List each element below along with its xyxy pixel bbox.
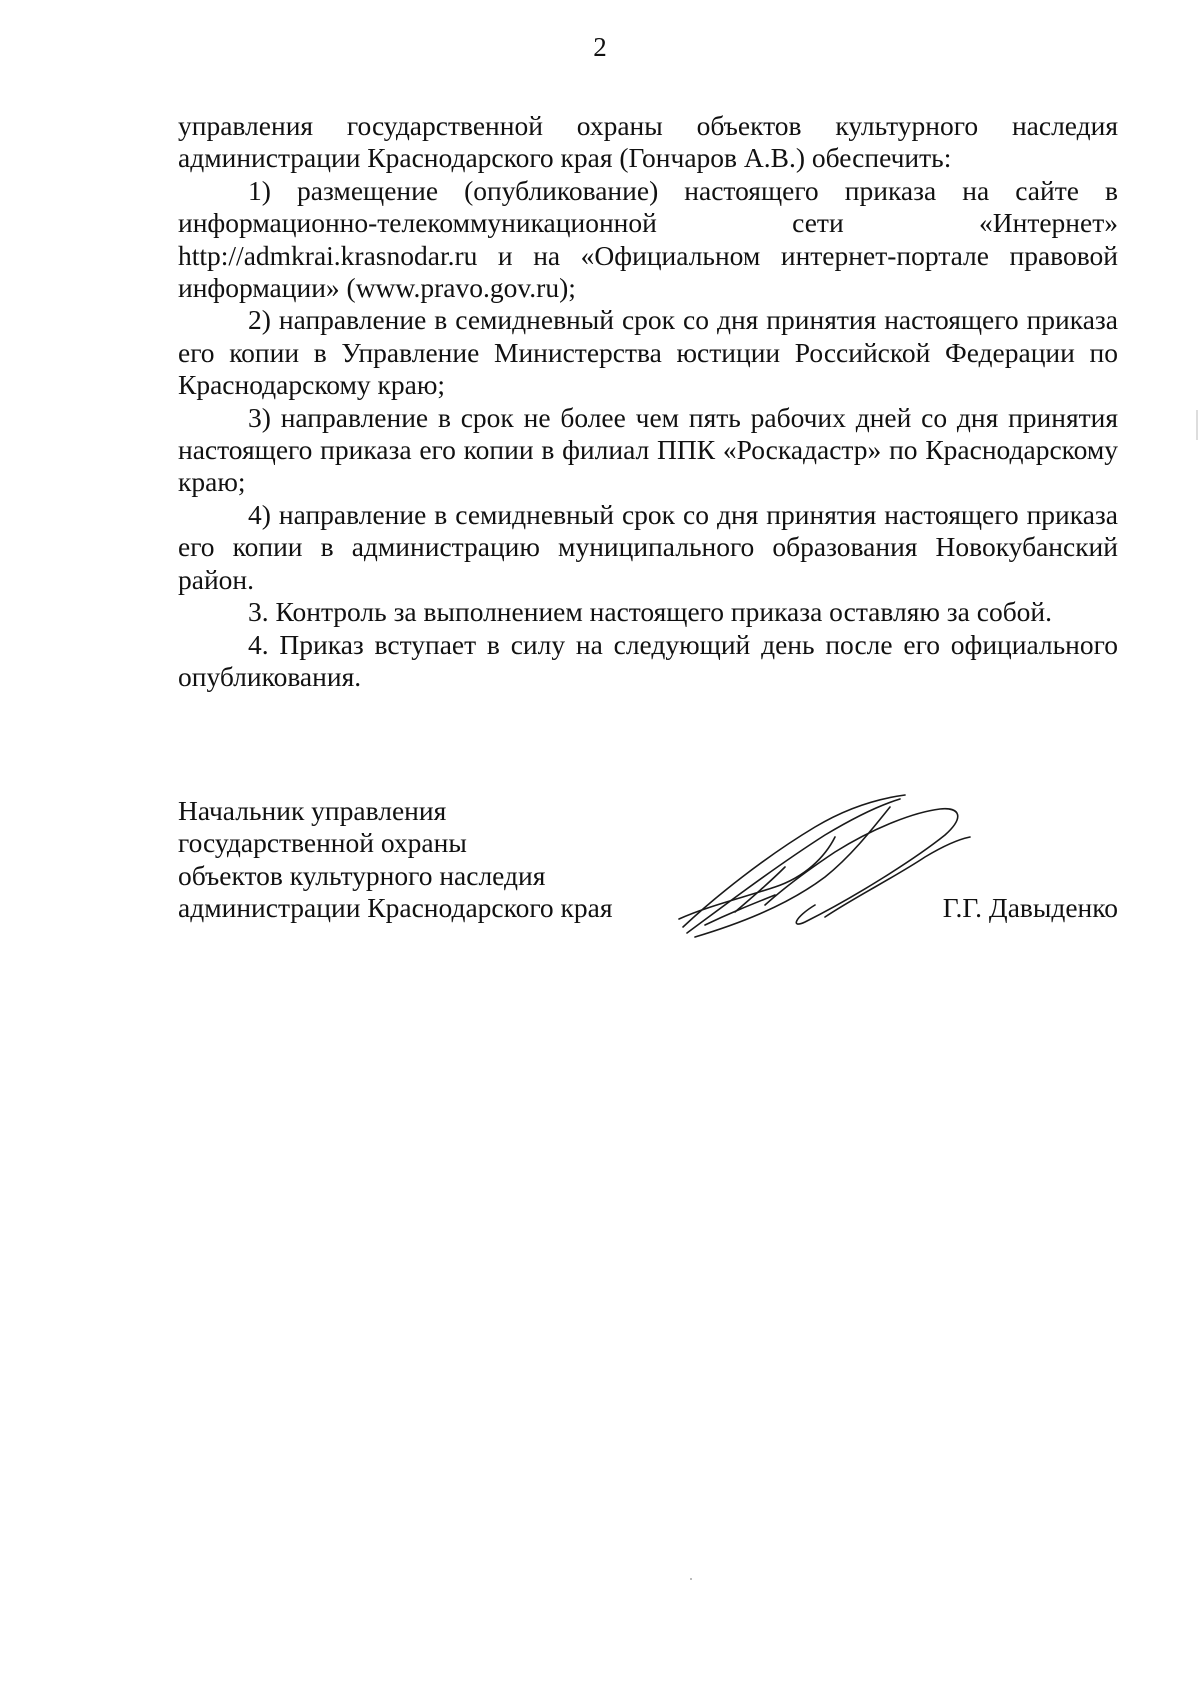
paragraph-continuation: управления государственной охраны объектов культурного наследия администрации Краснодарского края (Гончаров А.В.) обеспечить: bbox=[178, 110, 1118, 174]
paragraph-item-2: 2) направление в семидневный срок со дня принятия настоящего приказа его копии в Управление Министерства юстиции Российской Федерации по Краснодарскому краю; bbox=[178, 304, 1118, 401]
paragraph-item-1: 1) размещение (опубликование) настоящего приказа на сайте в информационно-телекоммуникационной сети «Интернет» http://admkrai.krasnodar.ru и на «Официальном интернет-портале правовой информации» (www.pravo.gov.ru); bbox=[178, 174, 1118, 304]
document-body bbox=[178, 110, 1118, 693]
signature-block bbox=[178, 795, 1118, 935]
handwritten-signature-icon bbox=[675, 787, 975, 947]
signer-position-line-2: государственной охраны bbox=[178, 827, 467, 859]
signer-position bbox=[178, 795, 613, 925]
paragraph-clause-4: 4. Приказ вступает в силу на следующий день после его официального опубликования. bbox=[178, 628, 1118, 692]
signer-position-line-1: Начальник управления bbox=[178, 795, 447, 826]
signer-position-line-4: администрации Краснодарского края bbox=[178, 892, 613, 924]
paragraph-clause-3: 3. Контроль за выполнением настоящего приказа оставляю за собой. bbox=[248, 596, 1053, 628]
scan-speck bbox=[690, 1578, 692, 1580]
signer-position-line-3: объектов культурного наследия bbox=[178, 859, 546, 891]
scan-edge-mark bbox=[1196, 410, 1198, 440]
page-number: 2 bbox=[593, 32, 607, 62]
signer-name: Г.Г. Давыденко bbox=[942, 892, 1118, 923]
paragraph-item-4: 4) направление в семидневный срок со дня принятия настоящего приказа его копии в администрацию муниципального образования Новокубанский район. bbox=[178, 498, 1118, 595]
paragraph-item-3: 3) направление в срок не более чем пять рабочих дней со дня принятия настоящего приказа его копии в филиал ППК «Роскадастр» по Краснодарскому краю; bbox=[178, 401, 1118, 498]
